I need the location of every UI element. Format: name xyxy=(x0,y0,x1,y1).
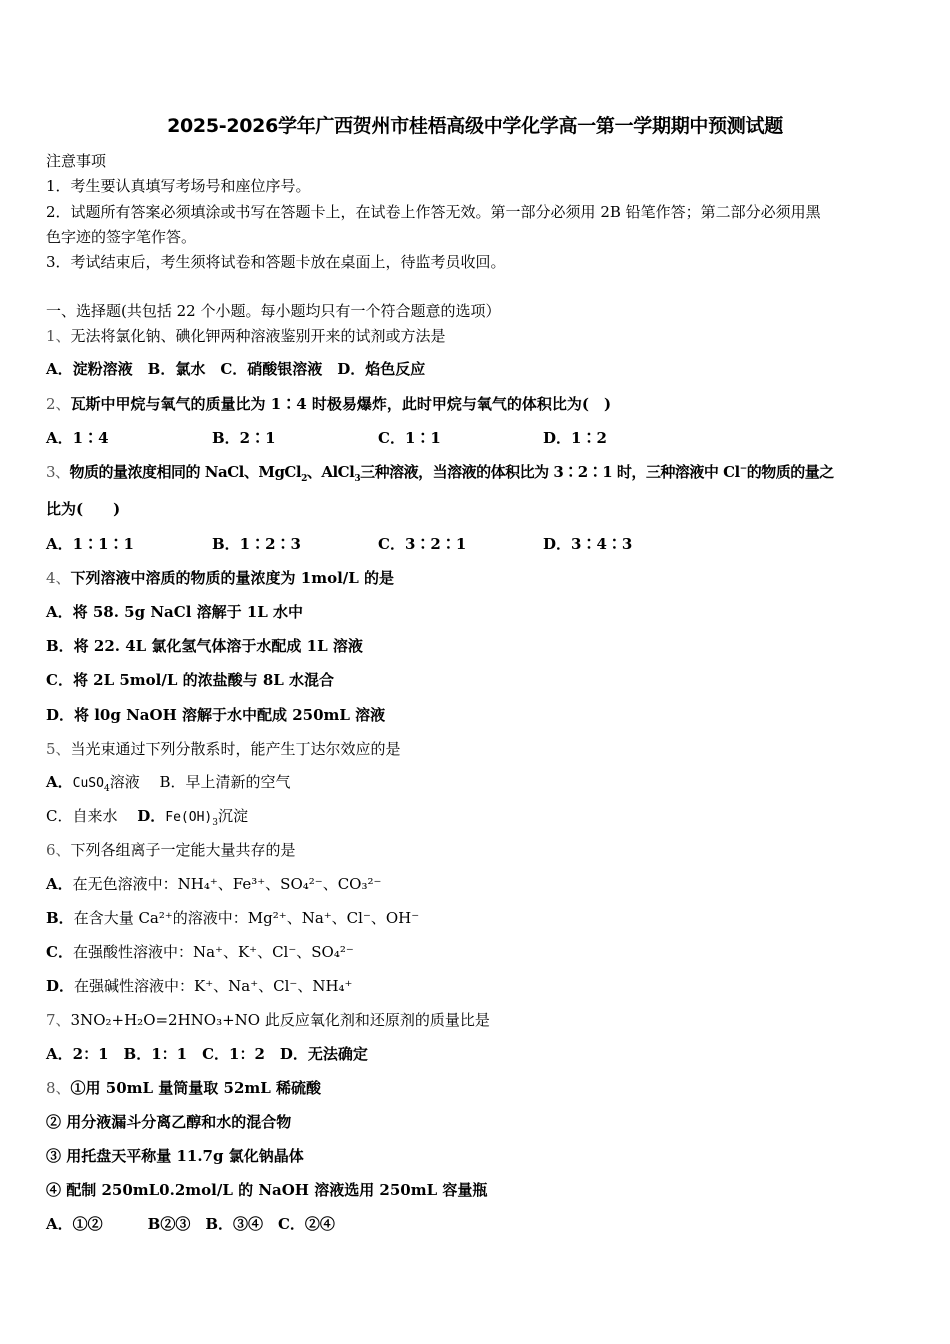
option-c: C．将 2L 5mol/L 的浓盐酸与 8L 水混合 xyxy=(46,671,335,689)
question-item-1: ①用 50mL 量筒量取 52mL 稀硫酸 xyxy=(70,1079,322,1097)
option-b: B．早上清新的空气 xyxy=(159,773,291,791)
question-stem: 下列溶液中溶质的物质的量浓度为 1mol/L 的是 xyxy=(70,569,395,587)
option-label: C． xyxy=(46,943,73,961)
option-a: A．将 58. 5g NaCl 溶解于 1L 水中 xyxy=(46,603,304,621)
option-text: 沉淀 xyxy=(217,807,248,825)
question-number: 3、 xyxy=(46,463,70,481)
question-stem: 物质的量浓度相同的 NaCl、MgCl xyxy=(69,463,302,481)
question-1 xyxy=(46,326,446,346)
question-4 xyxy=(46,568,394,588)
question-item-3: ③ 用托盘天平称量 11.7g 氯化钠晶体 xyxy=(46,1147,304,1165)
option-c: C．自来水 xyxy=(46,807,118,825)
option-d: D．1∶2 xyxy=(543,429,607,447)
option-label: B． xyxy=(46,909,74,927)
question-5 xyxy=(46,739,401,759)
option-text: 在无色溶液中：NH₄⁺、Fe³⁺、SO₄²⁻、CO₃²⁻ xyxy=(72,875,382,893)
option-b: B．1∶2∶3 xyxy=(212,535,301,553)
option-b: B．将 22. 4L 氯化氢气体溶于水配成 1L 溶液 xyxy=(46,637,363,655)
formula: CuSO xyxy=(72,776,104,791)
option-text: 溶液 xyxy=(109,773,140,791)
subscript: 3 xyxy=(212,818,218,828)
question-1-options: A．淀粉溶液 B．氯水 C．硝酸银溶液 D．焰色反应 xyxy=(46,360,426,378)
subscript: 3 xyxy=(354,474,361,484)
question-stem: 下列各组离子一定能大量共存的是 xyxy=(70,841,296,859)
option-a: A．1∶4 xyxy=(46,429,109,447)
section-heading: 一、选择题(共包括 22 个小题。每小题均只有一个符合题意的选项） xyxy=(46,302,501,320)
question-5-options-ab xyxy=(46,772,291,794)
question-number: 2、 xyxy=(46,395,71,413)
question-3-cont: 比为( ) xyxy=(46,500,121,518)
option-label: D． xyxy=(137,807,166,825)
subscript: 4 xyxy=(103,784,110,794)
option-label: D． xyxy=(46,977,75,995)
question-8 xyxy=(46,1078,321,1098)
question-number: 7、 xyxy=(46,1011,71,1029)
question-stem: 的物质的量之 xyxy=(746,463,834,481)
option-d: D．将 l0g NaOH 溶解于水中配成 250mL 溶液 xyxy=(46,706,386,724)
question-stem: 、AlCl xyxy=(306,463,355,481)
question-stem: 三种溶液，当溶液的体积比为 3∶2∶1 时，三种溶液中 Cl xyxy=(360,463,740,481)
question-7 xyxy=(46,1010,490,1030)
question-stem: 瓦斯中甲烷与氧气的质量比为 1∶4 时极易爆炸，此时甲烷与氧气的体积比为( ) xyxy=(70,395,612,413)
subscript: 2 xyxy=(301,474,307,484)
superscript: − xyxy=(739,464,747,474)
question-3 xyxy=(46,462,834,482)
notice-item-2: 2．试题所有答案必须填涂或书写在答题卡上，在试卷上作答无效。第一部分必须用 2B 铅笔作答；第二部分必须用黑 xyxy=(46,203,821,221)
question-8-options: A．①② B②③ B．③④ C．②④ xyxy=(46,1215,335,1233)
question-number: 8、 xyxy=(46,1079,71,1097)
option-a xyxy=(46,874,381,894)
option-text: 在含大量 Ca²⁺的溶液中：Mg²⁺、Na⁺、Cl⁻、OH⁻ xyxy=(73,909,420,927)
page-title: 2025-2026学年广西贺州市桂梧高级中学化学高一第一学期期中预测试题 xyxy=(167,115,783,137)
question-stem: 3NO₂+H₂O=2HNO₃+NO 此反应氧化剂和还原剂的质量比是 xyxy=(70,1011,490,1029)
question-number: 5、 xyxy=(46,740,71,758)
notice-item-1: 1．考生要认真填写考场号和座位序号。 xyxy=(46,177,311,195)
question-2 xyxy=(46,394,611,414)
option-d: D．3∶4∶3 xyxy=(543,535,633,553)
option-c: C．3∶2∶1 xyxy=(378,535,467,553)
option-text: 在强酸性溶液中：Na⁺、K⁺、Cl⁻、SO₄²⁻ xyxy=(72,943,354,961)
notice-item-3: 3．考试结束后，考生须将试卷和答题卡放在桌面上，待监考员收回。 xyxy=(46,253,506,271)
question-number: 4、 xyxy=(46,569,71,587)
option-b: B．2∶1 xyxy=(212,429,276,447)
option-text: 在强碱性溶液中：K⁺、Na⁺、Cl⁻、NH₄⁺ xyxy=(74,977,353,995)
question-number: 1、 xyxy=(46,327,71,345)
option-c: C．1∶1 xyxy=(378,429,441,447)
question-number: 6、 xyxy=(46,841,71,859)
question-stem: 当光束通过下列分散系时，能产生丁达尔效应的是 xyxy=(70,740,401,758)
option-d xyxy=(46,976,352,996)
option-b xyxy=(46,908,419,928)
formula: Fe(OH) xyxy=(165,810,213,825)
option-a: A．1∶1∶1 xyxy=(46,535,134,553)
notice-heading: 注意事项 xyxy=(46,152,107,170)
option-label: A． xyxy=(46,773,73,791)
question-item-4: ④ 配制 250mL0.2mol/L 的 NaOH 溶液选用 250mL 容量瓶 xyxy=(46,1181,488,1199)
option-c xyxy=(46,942,354,962)
question-5-options-cd xyxy=(46,806,248,828)
question-6 xyxy=(46,840,296,860)
option-label: A． xyxy=(46,875,73,893)
question-7-options: A．2：1 B．1：1 C．1：2 D．无法确定 xyxy=(46,1045,368,1063)
question-stem: 无法将氯化钠、碘化钾两种溶液鉴别开来的试剂或方法是 xyxy=(70,327,446,345)
question-item-2: ② 用分液漏斗分离乙醇和水的混合物 xyxy=(46,1113,292,1131)
notice-item-2-cont: 色字迹的签字笔作答。 xyxy=(46,228,197,246)
